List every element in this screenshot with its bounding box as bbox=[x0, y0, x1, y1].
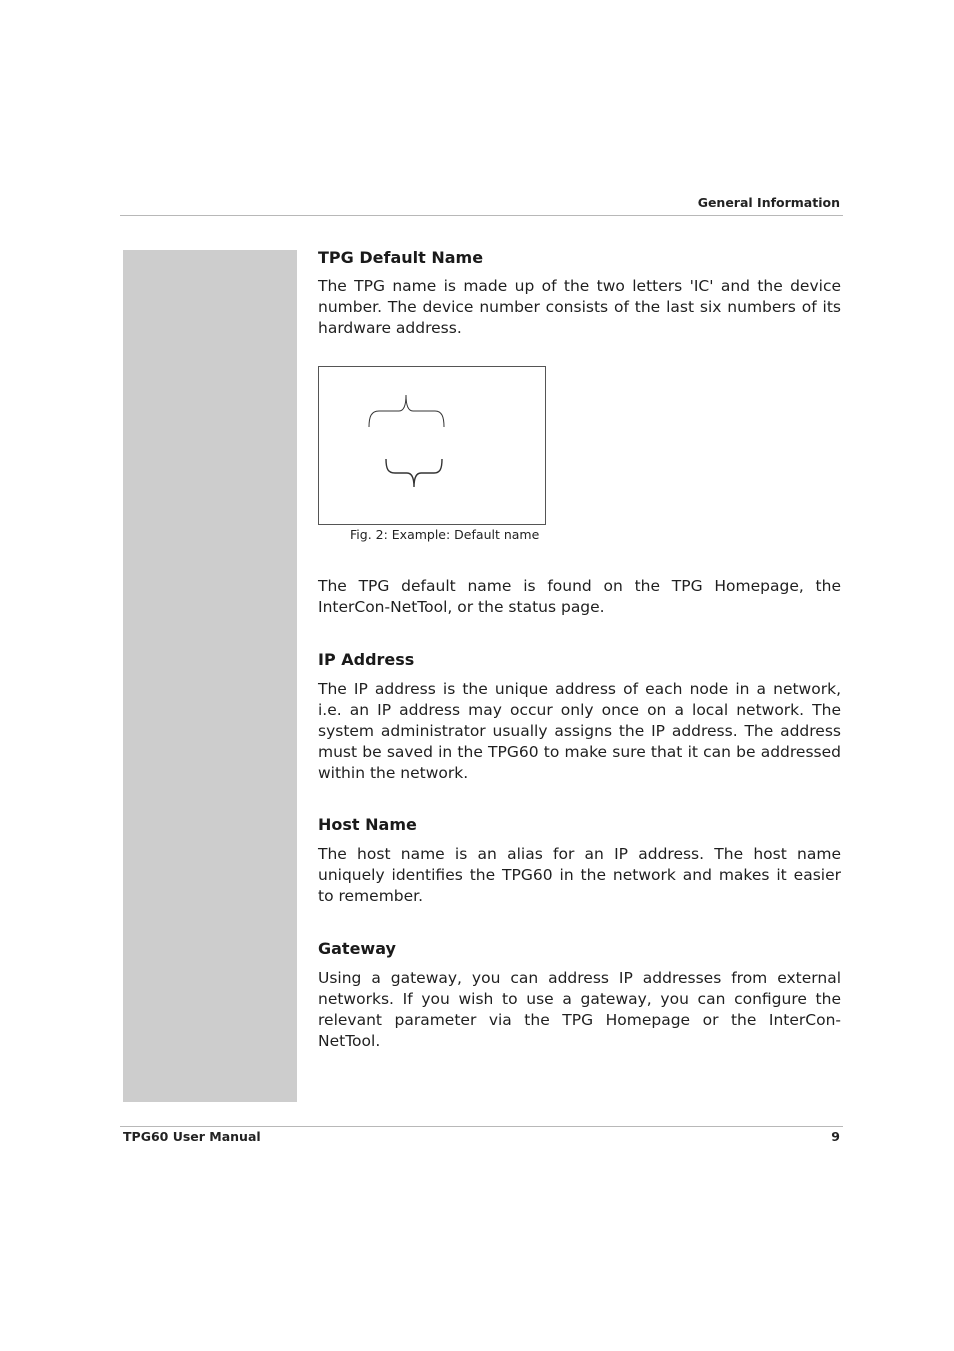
section-ip-address bbox=[318, 650, 841, 784]
footer-document-title: TPG60 User Manual bbox=[123, 1129, 261, 1144]
header-section-title: General Information bbox=[697, 195, 840, 210]
section-paragraph: The IP address is the unique address of each node in a network, i.e. an IP address may occur only once on a local network. The system administrator usually assigns the IP address. The address must be saved in the TPG60 to make sure that it can be addressed within the network. bbox=[318, 680, 841, 782]
section-tpg-default-name bbox=[318, 248, 841, 339]
section-paragraph: Using a gateway, you can address IP addresses from external networks. If you wish to use a gateway, you can configure the relevant parameter via the TPG Homepage or the InterCon-NetTool. bbox=[318, 969, 841, 1050]
default-name-figure bbox=[318, 366, 546, 525]
section-default-name-location bbox=[318, 576, 841, 618]
brace-diagram bbox=[319, 367, 545, 524]
section-heading: IP Address bbox=[318, 650, 415, 669]
section-gateway bbox=[318, 939, 841, 1052]
section-paragraph: The TPG name is made up of the two letters 'IC' and the device number. The device number consists of the last six numbers of its hardware address. bbox=[318, 277, 841, 337]
footer-rule bbox=[120, 1126, 843, 1127]
section-paragraph: The TPG default name is found on the TPG Homepage, the InterCon-NetTool, or the status page. bbox=[318, 577, 841, 616]
footer-page-number: 9 bbox=[831, 1129, 840, 1144]
section-host-name bbox=[318, 815, 841, 907]
top-brace-shape bbox=[369, 395, 444, 427]
section-heading: Gateway bbox=[318, 939, 396, 958]
section-heading: TPG Default Name bbox=[318, 248, 484, 267]
bottom-brace-shape bbox=[386, 459, 442, 487]
margin-sidebar bbox=[123, 250, 297, 1102]
header-rule bbox=[120, 215, 843, 216]
figure-caption: Fig. 2: Example: Default name bbox=[350, 527, 540, 542]
section-paragraph: The host name is an alias for an IP address. The host name uniquely identifies the TPG60 in the network and makes it easier to remember. bbox=[318, 845, 841, 905]
section-heading: Host Name bbox=[318, 815, 417, 834]
